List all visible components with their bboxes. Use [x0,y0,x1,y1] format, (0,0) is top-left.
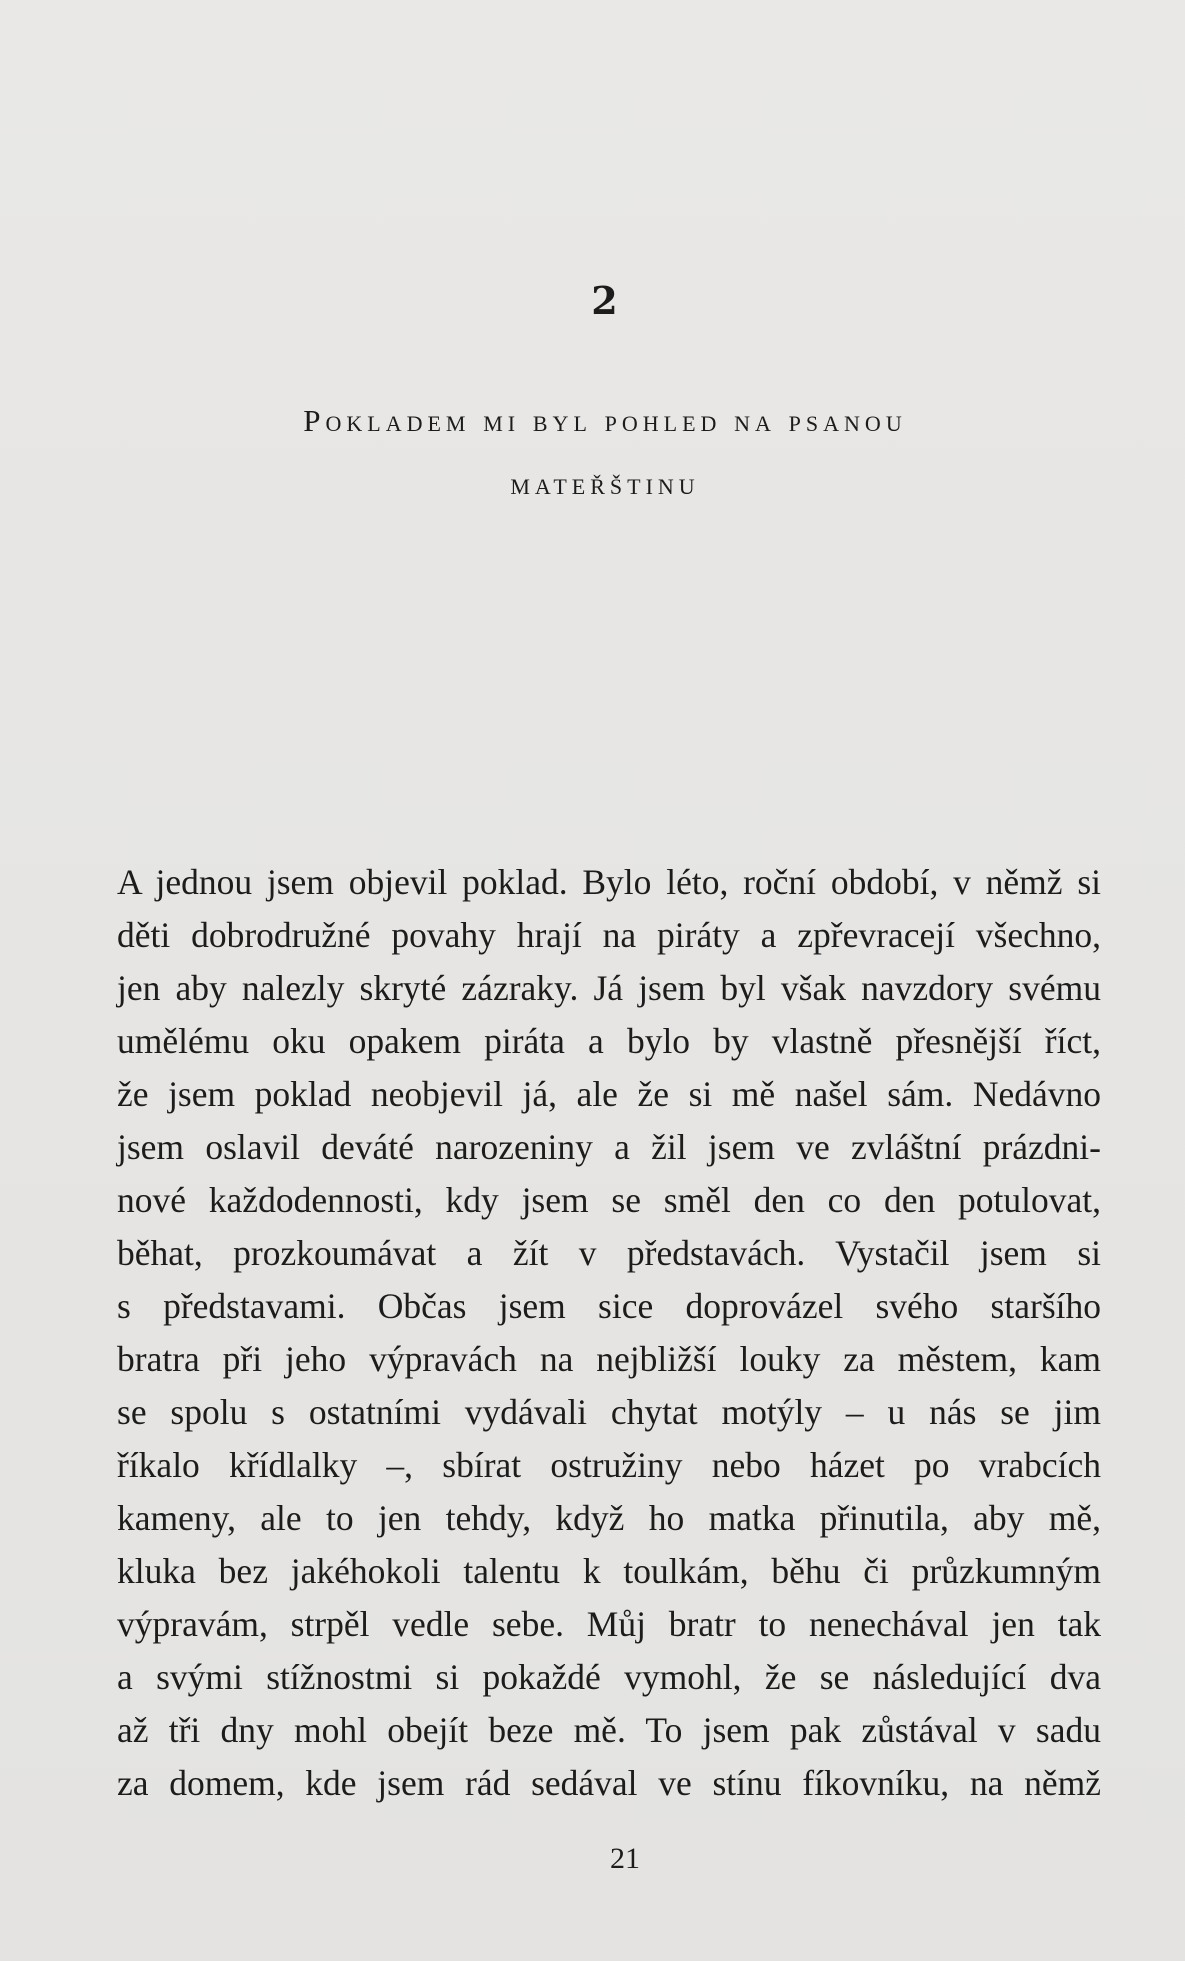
chapter-number: 2 [591,278,619,323]
body-line: kameny, ale to jen tehdy, když ho matka přinutila, aby mě, [117,1498,1101,1538]
body-line: běhat, prozkoumávat a žít v představách. Vystačil jsem si [117,1233,1101,1273]
chapter-title-line-1: Pokladem mi byl pohled na psanou [303,403,907,438]
body-line: jen aby nalezly skryté zázraky. Já jsem byl však navzdory svému [117,968,1101,1008]
body-line: děti dobrodružné povahy hrají na piráty a zpřevracejí všechno, [117,915,1101,955]
body-line: s představami. Občas jsem sice doprovázel svého staršího [117,1286,1101,1326]
body-line: kluka bez jakéhokoli talentu k toulkám, běhu či průzkumným [117,1551,1101,1591]
body-line: že jsem poklad neobjevil já, ale že si mě našel sám. Nedávno [117,1074,1101,1114]
body-line: za domem, kde jsem rád sedával ve stínu fíkovníku, na němž [117,1763,1101,1803]
body-line: bratra při jeho výpravách na nejbližší louky za městem, kam [117,1339,1101,1379]
page-number: 21 [610,1842,640,1875]
body-line: jsem oslavil deváté narozeniny a žil jsem ve zvláštní prázdni- [117,1127,1101,1167]
body-text [117,856,1101,1810]
body-line: nové každodennosti, kdy jsem se směl den co den potulovat, [117,1180,1101,1220]
body-line: se spolu s ostatními vydávali chytat motýly – u nás se jim [117,1392,1101,1432]
body-line: výpravám, strpěl vedle sebe. Můj bratr to nenechával jen tak [117,1604,1101,1644]
body-line: až tři dny mohl obejít beze mě. To jsem pak zůstával v sadu [117,1710,1101,1750]
body-line: a svými stížnostmi si pokaždé vymohl, že se následující dva [117,1657,1101,1697]
chapter-title-line-2: mateřštinu [510,466,700,501]
body-line: A jednou jsem objevil poklad. Bylo léto, roční období, v němž si [117,862,1101,902]
body-line: umělému oku opakem piráta a bylo by vlastně přesnější říct, [117,1021,1101,1061]
body-line: říkalo křídlalky –, sbírat ostružiny nebo házet po vrabcích [117,1445,1101,1485]
